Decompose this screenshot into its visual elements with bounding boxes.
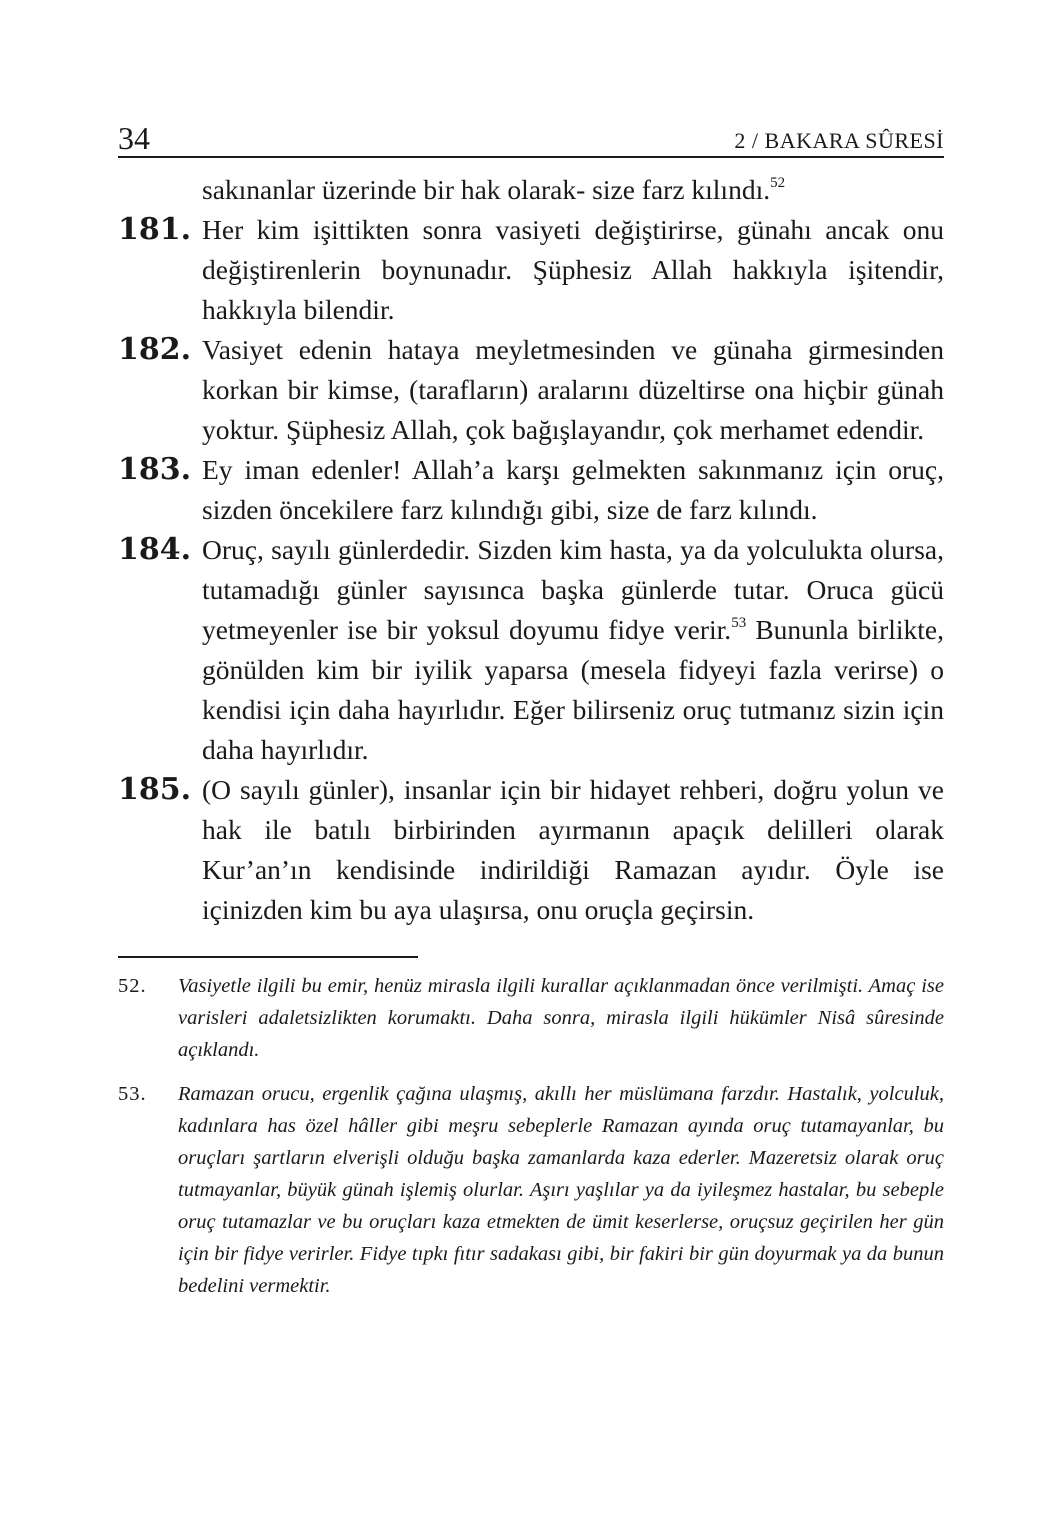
footnote-52 <box>118 970 944 1066</box>
verse-184 <box>118 530 944 770</box>
verse-number: 185. <box>118 772 192 807</box>
page-header <box>118 118 944 158</box>
footnote-number: 53. <box>118 1083 147 1105</box>
verse-number: 183. <box>118 452 192 487</box>
footnote-ref-52: 52 <box>770 175 786 191</box>
footnote-53 <box>118 1078 944 1302</box>
footnote-ref-53: 53 <box>731 615 747 631</box>
verse-text: Her kim işittikten sonra vasiyeti değiştirirse, günahı ancak onu değiştirenlerin boynunadır. Şüphesiz Allah hakkıyla işitendir, hakkıyla bilendir. <box>202 214 944 325</box>
verse-text: Ey iman edenler! Allah’a karşı gelmekten sakınmanız için oruç, sizden öncekilere farz kılındığı gibi, size de farz kılındı. <box>202 454 944 525</box>
verse-number: 181. <box>118 212 192 247</box>
verse-number: 182. <box>118 332 192 367</box>
verse-body <box>118 170 944 930</box>
footnote-text: Vasiyetle ilgili bu emir, henüz mirasla ilgili kurallar açıklanmadan önce verilmişti. Amaç ise varisleri adaletsizlikten korumaktı. Daha sonra, mirasla ilgili hükümler Nisâ sûresinde açıklandı. <box>178 975 944 1061</box>
verse-183 <box>118 450 944 530</box>
verse-181 <box>118 210 944 330</box>
footnote-divider <box>118 956 418 958</box>
verse-text-part1: Oruç, sayılı günlerdedir. Sizden kim hasta, ya da yolculukta olursa, tutamadığı günler sayısınca başka günlerde tutar. Oruca gücü yetmeyenler ise bir yoksul doyumu fidye verir. <box>202 534 944 645</box>
verse-185 <box>118 770 944 930</box>
verse-number: 184. <box>118 532 192 567</box>
verse-text: Vasiyet edenin hataya meyletmesinden ve günaha girmesinden korkan bir kimse, (tarafların) aralarını düzeltirse ona hiçbir günah yoktur. Şüphesiz Allah, çok bağışlayandır, çok merhamet edendir. <box>202 334 944 445</box>
verse-182 <box>118 330 944 450</box>
page-number: 34 <box>118 120 150 156</box>
verse-text <box>202 530 944 770</box>
verse-continuation <box>118 170 944 210</box>
verse-text: (O sayılı günler), insanlar için bir hidayet rehberi, doğru yolun ve hak ile batılı birbirinden ayırmanın apaçık delilleri olarak Kur’an’ın kendisinde indirildiği Ramazan ayıdır. Öyle ise içinizden kim bu aya ulaşırsa, onu oruçla geçirsin. <box>202 774 944 925</box>
footnote-number: 52. <box>118 975 147 997</box>
running-head: 2 / BAKARA SÛRESİ <box>734 128 944 153</box>
continuation-text: sakınanlar üzerinde bir hak olarak- size farz kılındı. <box>202 174 771 205</box>
footnotes <box>118 970 944 1302</box>
book-page <box>118 118 944 1314</box>
verse-text-part2: Bununla birlikte, gönülden kim bir iyilik yaparsa (mesela fidyeyi fazla verirse) o kendisi için daha hayırlıdır. Eğer bilirseniz oruç tutmanız sizin için daha hayırlıdır. <box>202 614 944 765</box>
footnote-text: Ramazan orucu, ergenlik çağına ulaşmış, akıllı her müslümana farzdır. Hastalık, yolculuk, kadınlara has özel hâller gibi meşru sebeplerle Ramazan ayında oruç tutamayanlar, bu oruçları şartların elverişli olduğu başka zamanlarda kaza ederler. Mazeretsiz olarak oruç tutmayanlar, büyük günah işlemiş olurlar. Aşırı yaşlılar ya da iyileşmez hastalar, bu sebeple oruç tutamazlar ve bu oruçları kaza etmekten de ümit keserlerse, oruçsuz geçirilen her gün için bir fidye verirler. Fidye tıpkı fıtır sadakası gibi, bir fakiri bir gün doyurmak ya da bunun bedelini vermektir. <box>178 1083 944 1297</box>
